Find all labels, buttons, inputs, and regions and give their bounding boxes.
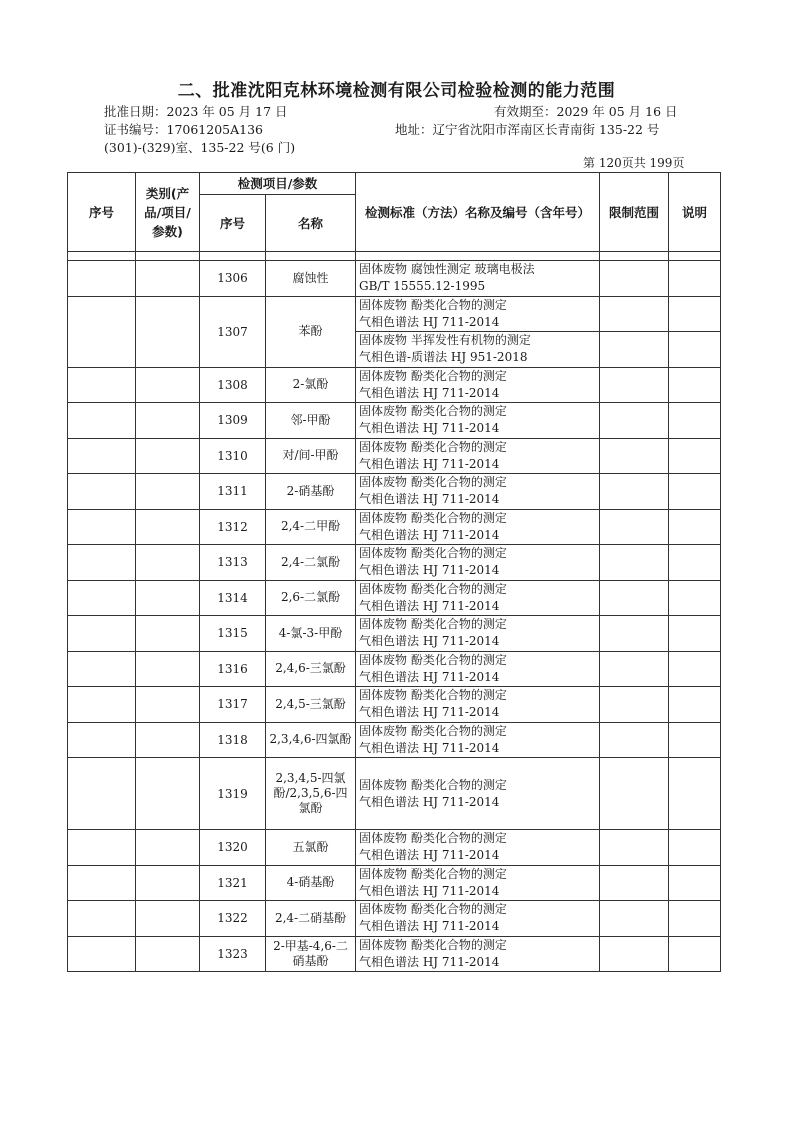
limit-cell <box>600 403 669 439</box>
standard-cell <box>356 651 600 687</box>
standard-line: 气相色谱法 HJ 711-2014 <box>359 314 500 329</box>
table-row <box>68 438 721 474</box>
seq-cell <box>68 403 136 439</box>
param-number: 1320 <box>200 830 266 866</box>
table-header <box>68 173 721 261</box>
note-cell <box>669 438 721 474</box>
page-number: 第 120页共 199页 <box>583 156 685 170</box>
standard-cell <box>356 367 600 403</box>
param-number: 1308 <box>200 367 266 403</box>
standard-line: 固体废物 酚类化合物的测定 <box>359 581 507 596</box>
standard-line: 固体废物 酚类化合物的测定 <box>359 902 507 917</box>
param-name: 邻-甲酚 <box>266 403 356 439</box>
param-number: 1306 <box>200 261 266 297</box>
table-row <box>68 687 721 723</box>
seq-cell <box>68 474 136 510</box>
category-cell <box>136 722 200 758</box>
table-row <box>68 865 721 901</box>
param-number: 1317 <box>200 687 266 723</box>
param-name: 2,6-二氯酚 <box>266 580 356 616</box>
param-number: 1312 <box>200 509 266 545</box>
header-limit: 限制范围 <box>600 173 669 252</box>
limit-cell <box>600 865 669 901</box>
header-seq: 序号 <box>68 173 136 252</box>
limit-cell <box>600 474 669 510</box>
standard-cell <box>356 509 600 545</box>
category-cell <box>136 580 200 616</box>
param-number: 1321 <box>200 865 266 901</box>
table-row <box>68 296 721 332</box>
note-cell <box>669 474 721 510</box>
seq-cell <box>68 296 136 367</box>
standard-line: 固体废物 酚类化合物的测定 <box>359 546 507 561</box>
param-name: 2,4-二硝基酚 <box>266 901 356 937</box>
param-name: 2,4-二氯酚 <box>266 545 356 581</box>
standard-line: 气相色谱法 HJ 711-2014 <box>359 669 500 684</box>
header-params: 检测项目/参数 <box>200 173 356 195</box>
param-number: 1319 <box>200 758 266 830</box>
category-cell <box>136 830 200 866</box>
note-cell <box>669 722 721 758</box>
spacer-cell <box>356 252 600 261</box>
table-row <box>68 616 721 652</box>
spacer-cell <box>200 252 266 261</box>
standard-cell <box>356 403 600 439</box>
table-row <box>68 901 721 937</box>
standard-cell <box>356 261 600 297</box>
table-row <box>68 580 721 616</box>
header-note: 说明 <box>669 173 721 252</box>
standard-line: 固体废物 酚类化合物的测定 <box>359 866 507 881</box>
standard-line: 固体废物 腐蚀性测定 玻璃电极法 <box>359 262 535 277</box>
seq-cell <box>68 758 136 830</box>
param-name: 2-甲基-4,6-二硝基酚 <box>266 936 356 972</box>
note-cell <box>669 580 721 616</box>
header-sub-name: 名称 <box>266 195 356 252</box>
param-name: 2,4,6-三氯酚 <box>266 651 356 687</box>
table-row <box>68 758 721 830</box>
limit-cell <box>600 616 669 652</box>
standard-cell <box>356 474 600 510</box>
spacer-cell <box>266 252 356 261</box>
param-name: 苯酚 <box>266 296 356 367</box>
param-name: 2,4,5-三氯酚 <box>266 687 356 723</box>
standard-line: 气相色谱法 HJ 711-2014 <box>359 954 500 969</box>
capability-table <box>67 172 721 972</box>
standard-line: 气相色谱法 HJ 711-2014 <box>359 794 500 809</box>
standard-cell <box>356 438 600 474</box>
param-number: 1322 <box>200 901 266 937</box>
table-row <box>68 830 721 866</box>
note-cell <box>669 545 721 581</box>
table-row <box>68 936 721 972</box>
standard-line: 气相色谱法 HJ 711-2014 <box>359 598 500 613</box>
note-cell <box>669 936 721 972</box>
standard-line: 固体废物 酚类化合物的测定 <box>359 617 507 632</box>
limit-cell <box>600 545 669 581</box>
table-row <box>68 651 721 687</box>
note-cell <box>669 296 721 332</box>
category-cell <box>136 296 200 367</box>
param-name: 4-氯-3-甲酚 <box>266 616 356 652</box>
standard-line: GB/T 15555.12-1995 <box>359 279 486 294</box>
cert-number: 证书编号：17061205A136 <box>104 122 264 137</box>
header-category: 类别(产品/项目/参数) <box>136 173 200 252</box>
standard-cell <box>356 332 600 368</box>
standard-line: 固体废物 酚类化合物的测定 <box>359 937 507 952</box>
standard-cell <box>356 722 600 758</box>
param-name: 2-氯酚 <box>266 367 356 403</box>
note-cell <box>669 687 721 723</box>
param-number: 1311 <box>200 474 266 510</box>
table-row <box>68 403 721 439</box>
note-cell <box>669 758 721 830</box>
param-name: 2-硝基酚 <box>266 474 356 510</box>
table-body <box>68 261 721 972</box>
seq-cell <box>68 367 136 403</box>
category-cell <box>136 616 200 652</box>
standard-line: 固体废物 酚类化合物的测定 <box>359 475 507 490</box>
note-cell <box>669 509 721 545</box>
table-row <box>68 367 721 403</box>
standard-line: 气相色谱法 HJ 711-2014 <box>359 919 500 934</box>
limit-cell <box>600 651 669 687</box>
limit-cell <box>600 722 669 758</box>
standard-cell <box>356 545 600 581</box>
seq-cell <box>68 687 136 723</box>
standard-line: 气相色谱法 HJ 711-2014 <box>359 385 500 400</box>
standard-line: 固体废物 酚类化合物的测定 <box>359 297 507 312</box>
standard-line: 气相色谱法 HJ 711-2014 <box>359 848 500 863</box>
note-cell <box>669 261 721 297</box>
standard-line: 固体废物 酚类化合物的测定 <box>359 688 507 703</box>
seq-cell <box>68 261 136 297</box>
standard-line: 气相色谱法 HJ 711-2014 <box>359 492 500 507</box>
seq-cell <box>68 830 136 866</box>
seq-cell <box>68 545 136 581</box>
limit-cell <box>600 758 669 830</box>
category-cell <box>136 438 200 474</box>
limit-cell <box>600 438 669 474</box>
param-number: 1315 <box>200 616 266 652</box>
category-cell <box>136 901 200 937</box>
standard-cell <box>356 936 600 972</box>
table-row <box>68 545 721 581</box>
category-cell <box>136 936 200 972</box>
seq-cell <box>68 936 136 972</box>
spacer-cell <box>669 252 721 261</box>
standard-line: 气相色谱法 HJ 711-2014 <box>359 421 500 436</box>
spacer-cell <box>136 252 200 261</box>
table-row <box>68 474 721 510</box>
category-cell <box>136 651 200 687</box>
note-cell <box>669 651 721 687</box>
limit-cell <box>600 830 669 866</box>
limit-cell <box>600 509 669 545</box>
standard-cell <box>356 901 600 937</box>
limit-cell <box>600 687 669 723</box>
standard-line: 固体废物 酚类化合物的测定 <box>359 777 507 792</box>
category-cell <box>136 474 200 510</box>
page-title: 二、批准沈阳克林环境检测有限公司检验检测的能力范围 <box>177 81 616 101</box>
standard-line: 气相色谱法 HJ 711-2014 <box>359 456 500 471</box>
standard-line: 固体废物 酚类化合物的测定 <box>359 652 507 667</box>
header-sub-no: 序号 <box>200 195 266 252</box>
limit-cell <box>600 901 669 937</box>
spacer-cell <box>600 252 669 261</box>
note-cell <box>669 865 721 901</box>
limit-cell <box>600 936 669 972</box>
standard-line: 固体废物 酚类化合物的测定 <box>359 439 507 454</box>
address-continued: (301)-(329)室、135-22 号(6 门) <box>104 140 296 155</box>
standard-cell <box>356 865 600 901</box>
category-cell <box>136 261 200 297</box>
seq-cell <box>68 651 136 687</box>
standard-line: 气相色谱法 HJ 711-2014 <box>359 705 500 720</box>
limit-cell <box>600 332 669 368</box>
limit-cell <box>600 580 669 616</box>
category-cell <box>136 509 200 545</box>
standard-line: 固体废物 酚类化合物的测定 <box>359 831 507 846</box>
category-cell <box>136 865 200 901</box>
param-name: 2,3,4,5-四氯酚/2,3,5,6-四氯酚 <box>266 758 356 830</box>
standard-cell <box>356 580 600 616</box>
param-number: 1309 <box>200 403 266 439</box>
param-name: 2,3,4,6-四氯酚 <box>266 722 356 758</box>
seq-cell <box>68 616 136 652</box>
standard-line: 固体废物 酚类化合物的测定 <box>359 368 507 383</box>
seq-cell <box>68 865 136 901</box>
limit-cell <box>600 367 669 403</box>
valid-until: 有效期至：2029 年 05 月 16 日 <box>494 104 678 119</box>
standard-line: 气相色谱法 HJ 711-2014 <box>359 740 500 755</box>
standard-line: 固体废物 酚类化合物的测定 <box>359 404 507 419</box>
param-number: 1316 <box>200 651 266 687</box>
param-name: 五氯酚 <box>266 830 356 866</box>
standard-cell <box>356 296 600 332</box>
table-row <box>68 261 721 297</box>
param-number: 1314 <box>200 580 266 616</box>
note-cell <box>669 332 721 368</box>
seq-cell <box>68 901 136 937</box>
param-number: 1313 <box>200 545 266 581</box>
param-name: 2,4-二甲酚 <box>266 509 356 545</box>
limit-cell <box>600 296 669 332</box>
param-name: 腐蚀性 <box>266 261 356 297</box>
seq-cell <box>68 509 136 545</box>
note-cell <box>669 616 721 652</box>
note-cell <box>669 403 721 439</box>
standard-line: 固体废物 半挥发性有机物的测定 <box>359 333 531 348</box>
address: 地址：辽宁省沈阳市浑南区长青南街 135-22 号 <box>395 122 660 137</box>
standard-line: 气相色谱法 HJ 711-2014 <box>359 634 500 649</box>
category-cell <box>136 545 200 581</box>
note-cell <box>669 367 721 403</box>
standard-cell <box>356 687 600 723</box>
table-row <box>68 722 721 758</box>
standard-line: 固体废物 酚类化合物的测定 <box>359 510 507 525</box>
note-cell <box>669 901 721 937</box>
standard-line: 气相色谱-质谱法 HJ 951-2018 <box>359 350 528 365</box>
category-cell <box>136 403 200 439</box>
table-row <box>68 509 721 545</box>
category-cell <box>136 367 200 403</box>
param-name: 对/间-甲酚 <box>266 438 356 474</box>
seq-cell <box>68 580 136 616</box>
seq-cell <box>68 722 136 758</box>
param-number: 1310 <box>200 438 266 474</box>
note-cell <box>669 830 721 866</box>
category-cell <box>136 687 200 723</box>
category-cell <box>136 758 200 830</box>
param-number: 1307 <box>200 296 266 367</box>
standard-line: 固体废物 酚类化合物的测定 <box>359 723 507 738</box>
standard-cell <box>356 616 600 652</box>
standard-line: 气相色谱法 HJ 711-2014 <box>359 527 500 542</box>
spacer-cell <box>68 252 136 261</box>
standard-line: 气相色谱法 HJ 711-2014 <box>359 883 500 898</box>
standard-cell <box>356 758 600 830</box>
limit-cell <box>600 261 669 297</box>
param-number: 1318 <box>200 722 266 758</box>
header-standard: 检测标准（方法）名称及编号（含年号） <box>356 173 600 252</box>
param-number: 1323 <box>200 936 266 972</box>
param-name: 4-硝基酚 <box>266 865 356 901</box>
approval-date: 批准日期：2023 年 05 月 17 日 <box>104 104 288 119</box>
standard-line: 气相色谱法 HJ 711-2014 <box>359 563 500 578</box>
seq-cell <box>68 438 136 474</box>
standard-cell <box>356 830 600 866</box>
